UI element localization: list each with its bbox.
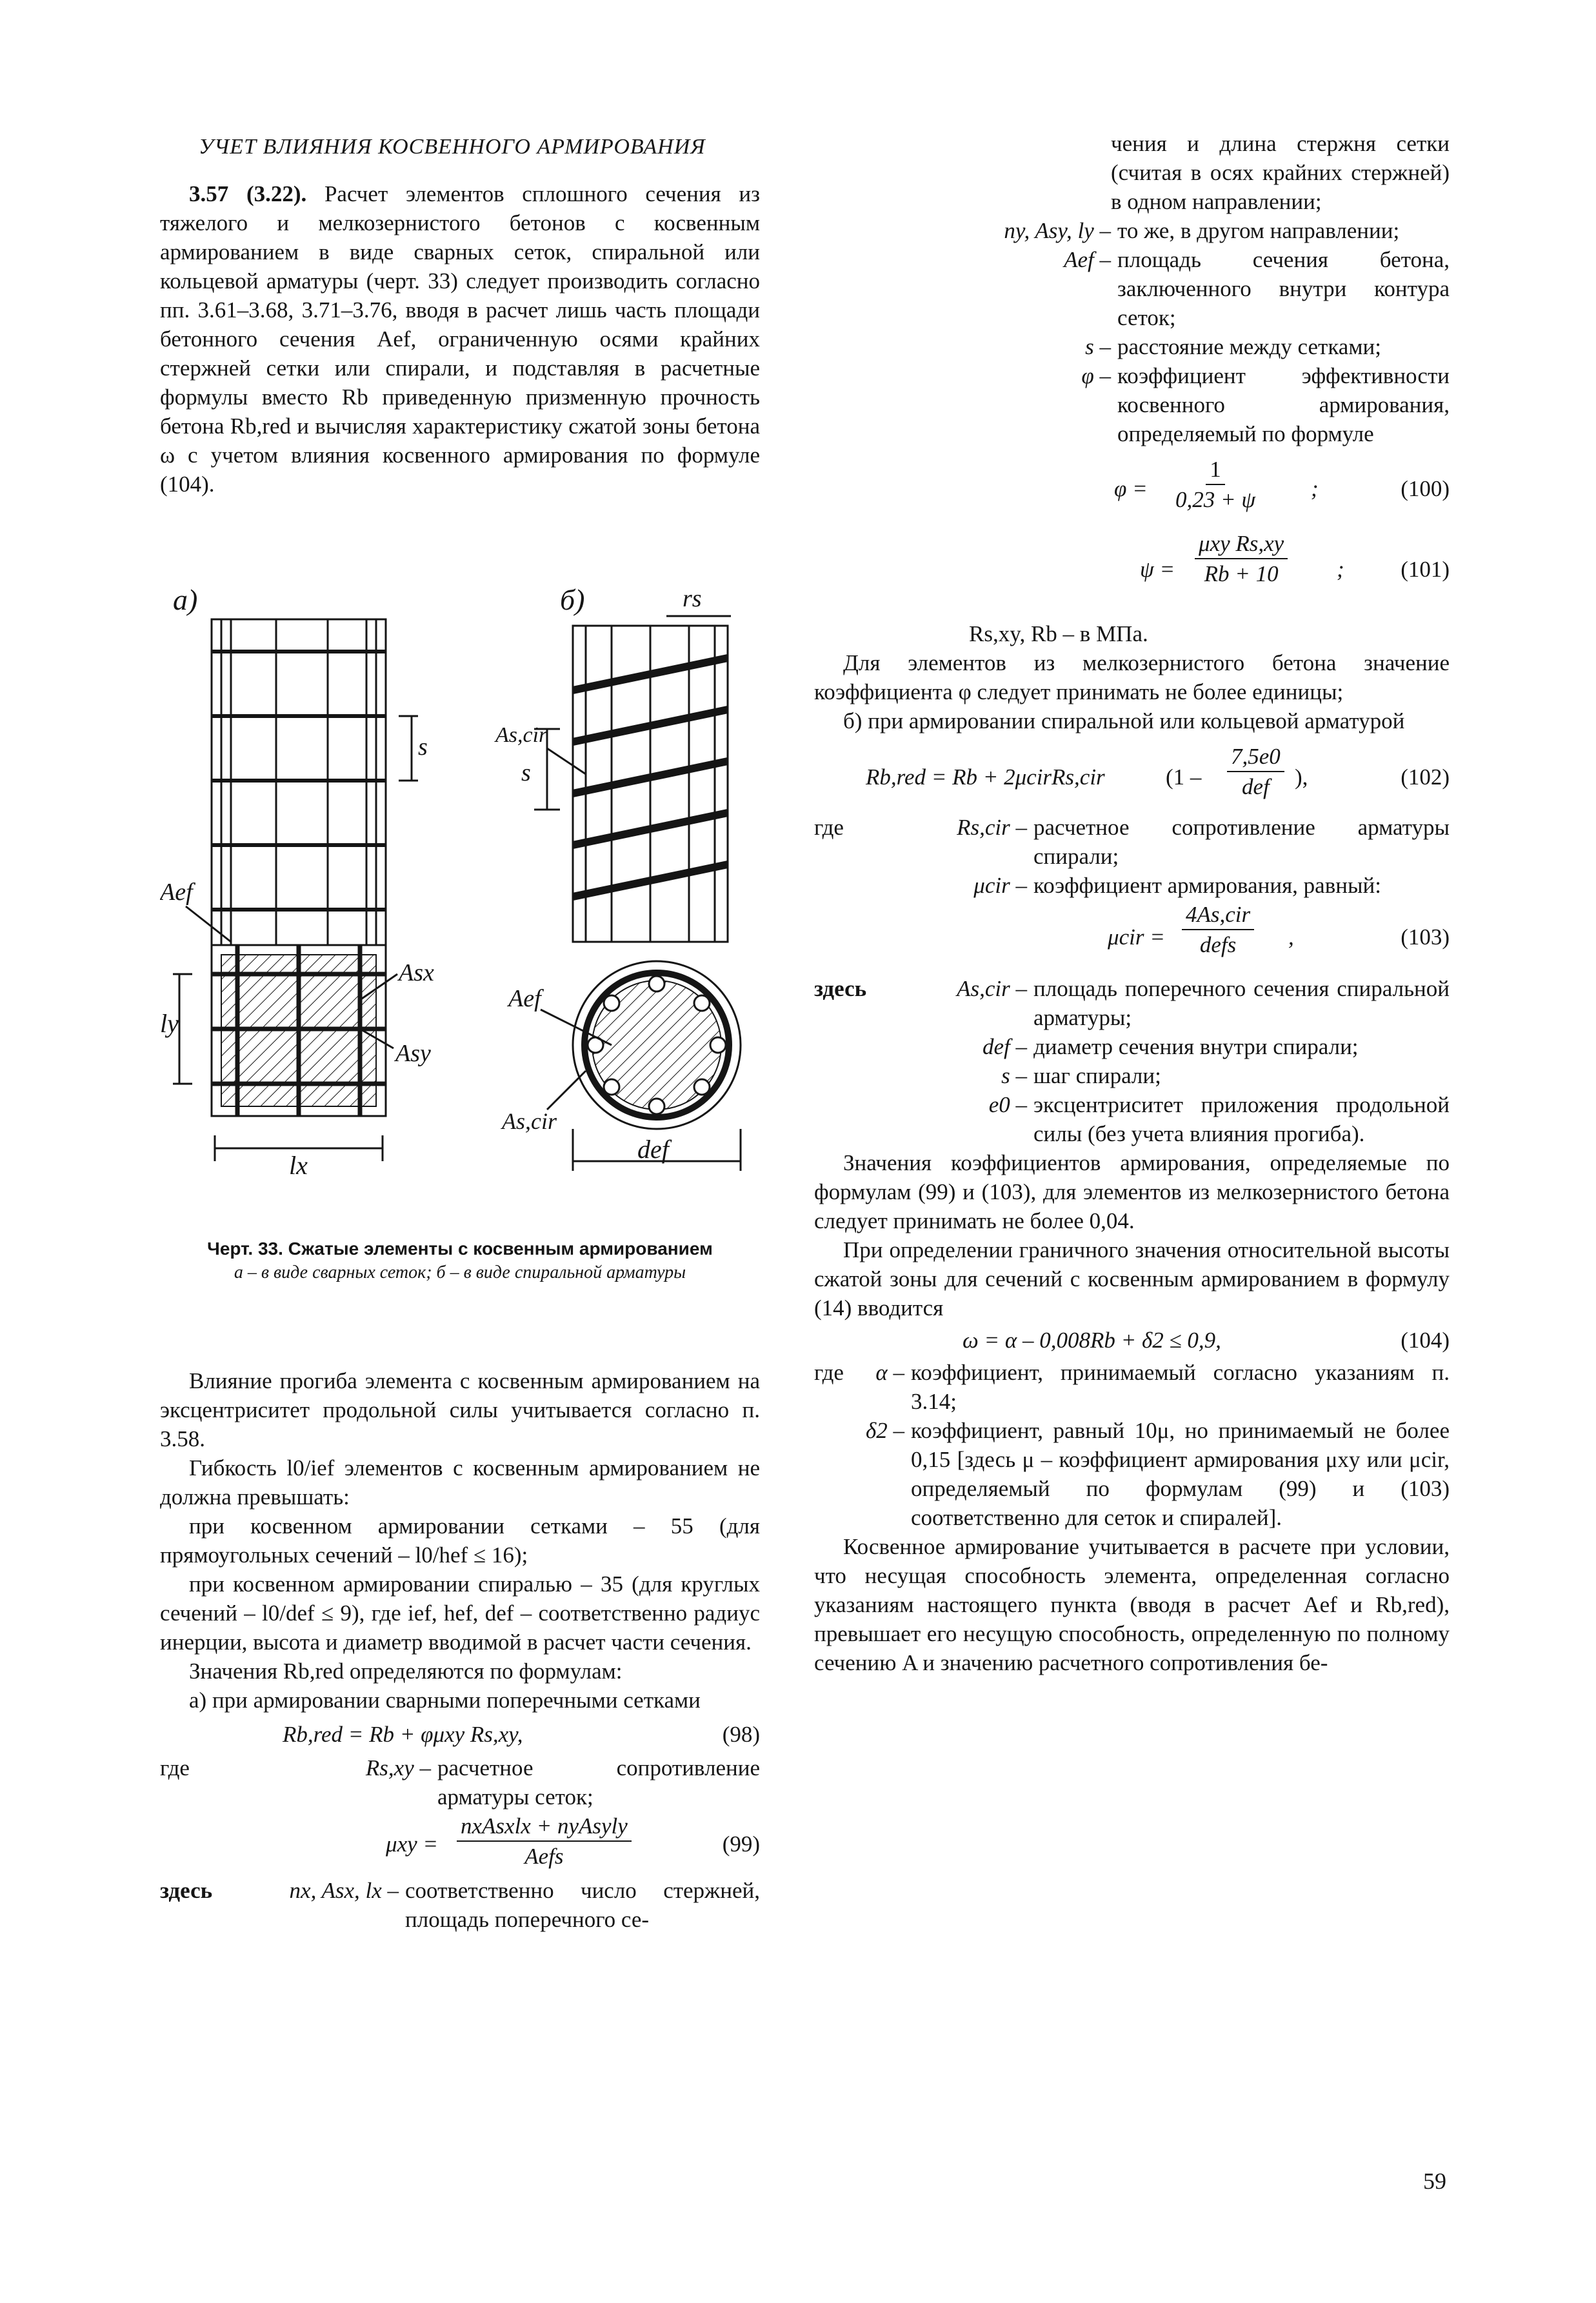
figure-label-a: а) xyxy=(173,583,198,616)
paragraph-mesh-case: а) при армировании сварными поперечными сетками xyxy=(189,1688,701,1713)
formula-100-denominator: 0,23 + ψ xyxy=(1175,487,1256,512)
definition-ascir xyxy=(814,974,1450,1032)
formula-104 xyxy=(814,1322,1450,1358)
caption-subtitle: а – в виде сварных сеток; б – в виде спиральной арматуры xyxy=(234,1262,686,1282)
formula-102-bracket-left: (1 – xyxy=(1166,764,1202,790)
definition-e0-text: эксцентриситет приложения продольной силы (без учета влияния прогиба). xyxy=(1033,1092,1450,1146)
here-label-right: здесь xyxy=(814,976,867,1001)
formula-103-denominator: defs xyxy=(1199,932,1237,957)
dim-lx: lx xyxy=(289,1151,308,1180)
formula-99-numerator: nxAsxlx + nyAsyly xyxy=(457,1811,632,1842)
formula-101-numerator: μxy Rs,xy xyxy=(1195,529,1288,559)
definition-nx-text: соответственно число стержней, площадь поперечного се- xyxy=(405,1878,760,1932)
formula-99 xyxy=(160,1811,760,1876)
units-note: Rs,xy, Rb – в МПа. xyxy=(969,621,1148,646)
label-aef-b: Aef xyxy=(508,985,541,1012)
paragraph-357 xyxy=(160,179,760,499)
formula-102 xyxy=(814,742,1450,813)
formula-103-number: (103) xyxy=(1401,924,1450,950)
paragraph-fine-concrete: Для элементов из мелкозернистого бетона значение коэффициента φ следует принимать не более единицы; xyxy=(814,650,1450,704)
spacing-s-b: s xyxy=(521,759,531,786)
formula-99-denominator: Aefs xyxy=(524,1844,564,1869)
formula-104-number: (104) xyxy=(1401,1328,1450,1353)
formula-98-expr: Rb,red = Rb + φμxy Rs,xy, xyxy=(283,1722,523,1747)
definition-delta-symbol: δ2 – xyxy=(865,1418,904,1443)
definition-aef xyxy=(814,245,1450,332)
definition-rscir-symbol: Rs,cir – xyxy=(957,815,1027,840)
section-number: 3.57 (3.22). xyxy=(189,181,307,206)
definition-e0-symbol: e0 – xyxy=(988,1092,1027,1117)
definition-ny-text: то же, в другом направлении; xyxy=(1117,218,1400,243)
label-ascir-top: As,cir xyxy=(495,723,548,747)
definition-mucir-symbol: μcir – xyxy=(973,873,1027,898)
definition-rsxy-text: расчетное сопротивление арматуры сеток; xyxy=(437,1755,760,1810)
definition-nx xyxy=(160,1876,760,1934)
formula-98-number: (98) xyxy=(722,1722,760,1747)
formula-101-denominator: Rb + 10 xyxy=(1204,561,1279,586)
definition-def xyxy=(814,1032,1450,1061)
dim-ly: ly xyxy=(160,1009,179,1038)
definition-mucir xyxy=(814,871,1450,900)
definition-ny xyxy=(814,216,1450,245)
formula-101-tail: ; xyxy=(1337,557,1344,582)
definition-ny-symbol: ny, Asy, ly – xyxy=(1004,218,1111,243)
formula-102-bracket-right: ), xyxy=(1295,764,1308,790)
definition-alpha-symbol: α – xyxy=(875,1360,904,1385)
formula-101 xyxy=(814,529,1450,613)
right-column xyxy=(814,129,1450,1677)
definition-s-spiral-text: шаг спирали; xyxy=(1033,1063,1161,1088)
formula-100-numerator: 1 xyxy=(1206,455,1225,485)
formula-103 xyxy=(814,900,1450,974)
formula-100-fraction xyxy=(1175,455,1255,514)
definition-aef-symbol: Aef – xyxy=(1064,247,1111,272)
dim-def: def xyxy=(637,1135,669,1164)
figure-33 xyxy=(160,581,760,1213)
formula-103-fraction xyxy=(1182,900,1254,959)
formula-101-number: (101) xyxy=(1401,557,1450,582)
label-aef-a: Aef xyxy=(160,879,193,906)
formula-101-lhs: ψ = xyxy=(1140,557,1175,582)
paragraph-ratio-limit: Значения коэффициентов армирования, определяемые по формулам (99) и (103), для элементов из мелкозернистого бетона следует принимать не более 0,04. xyxy=(814,1150,1450,1233)
definition-rsxy-symbol: Rs,xy – xyxy=(365,1755,431,1780)
left-column-lower xyxy=(160,1366,760,1934)
formula-98 xyxy=(160,1715,760,1753)
formula-99-number: (99) xyxy=(722,1831,760,1857)
formula-100-lhs: φ = xyxy=(1114,476,1148,501)
paragraph-boundary: При определении граничного значения относительной высоты сжатой зоны для сечений с косвенным армированием в формулу (14) вводится xyxy=(814,1237,1450,1321)
formula-102-numerator: 7,5e0 xyxy=(1227,742,1284,772)
label-ascir-bottom: As,cir xyxy=(502,1108,557,1134)
here-label: здесь xyxy=(160,1878,213,1903)
definition-delta-text: коэффициент, равный 10μ, но принимаемый не более 0,15 [здесь μ – коэффициент армирования μxy или μcir, определяемый по формулам (99) и (103) соответственно для сеток и спиралей]. xyxy=(911,1418,1450,1530)
figure-label-b: б) xyxy=(560,583,585,616)
formula-100-tail: ; xyxy=(1311,476,1319,501)
formula-99-fraction xyxy=(457,1811,632,1871)
formula-103-lhs: μcir = xyxy=(1108,924,1165,950)
definition-ascir-symbol: As,cir – xyxy=(957,976,1027,1001)
where-label-alpha: где xyxy=(814,1360,844,1385)
label-asx: Asx xyxy=(399,959,434,986)
paragraph-mesh-limit: при косвенном армировании сетками – 55 (для прямоугольных сечений – l0/hef ≤ 16); xyxy=(160,1513,760,1568)
paragraph-condition: Косвенное армирование учитывается в расчете при условии, что несущая способность элемента, определенная согласно указаниям настоящего пункта (вводя в расчет Aef и Rb,red), превышает его несущую способность, определенную по полному сечению A и значению расчетного сопротивления бе- xyxy=(814,1534,1450,1675)
formula-103-tail: , xyxy=(1288,924,1294,950)
definition-e0 xyxy=(814,1090,1450,1148)
page-number: 59 xyxy=(1423,2168,1446,2194)
left-column-top xyxy=(160,132,760,499)
definition-delta xyxy=(814,1416,1450,1532)
definition-alpha xyxy=(814,1358,1450,1416)
definition-phi-symbol: φ – xyxy=(1081,363,1111,388)
dim-rs: rs xyxy=(683,585,702,612)
paragraph-357-text: Расчет элементов сплошного сечения из тяжелого и мелкозернистого бетонов с косвенным армированием в виде сварных сеток, спиральной или кольцевой арматуры (черт. 33) следует производить согласно пп. 3.61–3.68, 3.71–3.76, вводя в расчет лишь часть площади бетонного сечения Aef, ограниченную осями крайних стержней сетки или спирали, и подставляя в расчетные формулы вместо Rb приведенную призменную прочность бетона Rb,red и вычисляя характеристику сжатой зоны бетона ω с учетом влияния косвенного армирования по формуле (104). xyxy=(160,181,760,497)
formula-104-expr: ω = α – 0,008Rb + δ2 ≤ 0,9, xyxy=(963,1328,1221,1353)
section-title: УЧЕТ ВЛИЯНИЯ КОСВЕННОГО АРМИРОВАНИЯ xyxy=(199,135,706,159)
definition-aef-text: площадь сечения бетона, заключенного внутри контура сеток; xyxy=(1117,247,1450,330)
caption-title: Черт. 33. Сжатые элементы с косвенным армированием xyxy=(207,1239,713,1259)
formula-99-lhs: μxy = xyxy=(386,1831,439,1857)
spacing-s-a: s xyxy=(418,733,428,761)
definition-nx-symbol: nx, Asx, lx – xyxy=(289,1878,399,1903)
definition-def-symbol: def – xyxy=(982,1034,1027,1059)
paragraph-spiral-case: б) при армировании спиральной или кольцевой арматурой xyxy=(843,708,1405,733)
where-label: где xyxy=(160,1755,190,1780)
definition-s-spiral-symbol: s – xyxy=(1001,1063,1027,1088)
definition-rscir-text: расчетное сопротивление арматуры спирали; xyxy=(1033,815,1450,869)
figure-caption xyxy=(160,1237,760,1284)
definition-def-text: диаметр сечения внутри спирали; xyxy=(1033,1034,1359,1059)
where-label-right: где xyxy=(814,815,844,840)
paragraph-rbred-intro: Значения Rb,red определяются по формулам: xyxy=(189,1659,623,1684)
paragraph-spiral-limit: при косвенном армировании спиралью – 35 (для круглых сечений – l0/def ≤ 9), где ief, hef, def – соответственно радиус инерции, высота и диаметр вводимой в расчет части сечения. xyxy=(160,1571,760,1655)
paragraph-deflection: Влияние прогиба элемента с косвенным армированием на эксцентриситет продольной силы учитывается согласно п. 3.58. xyxy=(160,1368,760,1451)
definition-s-symbol: s – xyxy=(1085,334,1111,359)
definition-ascir-text: площадь поперечного сечения спиральной арматуры; xyxy=(1033,976,1450,1030)
paragraph-slenderness: Гибкость l0/ief элементов с косвенным армированием не должна превышать: xyxy=(160,1455,760,1510)
definition-s-spiral xyxy=(814,1061,1450,1090)
definition-s xyxy=(814,332,1450,361)
formula-102-fraction xyxy=(1227,742,1284,801)
definition-alpha-text: коэффициент, принимаемый согласно указаниям п. 3.14; xyxy=(911,1360,1450,1414)
definition-rscir xyxy=(814,813,1450,871)
formula-100 xyxy=(814,455,1450,529)
label-asy: Asy xyxy=(395,1040,431,1067)
definition-phi xyxy=(814,361,1450,448)
formula-101-fraction xyxy=(1195,529,1288,588)
formula-102-number: (102) xyxy=(1401,764,1450,790)
definition-phi-text: коэффициент эффективности косвенного армирования, определяемый по формуле xyxy=(1117,363,1450,446)
formula-102-denominator: def xyxy=(1242,774,1270,799)
definition-continued: чения и длина стержня сетки (считая в осях крайних стержней) в одном направлении; xyxy=(1111,131,1450,214)
formula-103-numerator: 4As,cir xyxy=(1182,900,1254,930)
formula-100-number: (100) xyxy=(1401,476,1450,501)
definition-s-text: расстояние между сетками; xyxy=(1117,334,1381,359)
definition-rsxy xyxy=(160,1753,760,1811)
definition-mucir-text: коэффициент армирования, равный: xyxy=(1033,873,1381,898)
formula-102-lhs: Rb,red = Rb + 2μcirRs,cir xyxy=(866,764,1105,790)
